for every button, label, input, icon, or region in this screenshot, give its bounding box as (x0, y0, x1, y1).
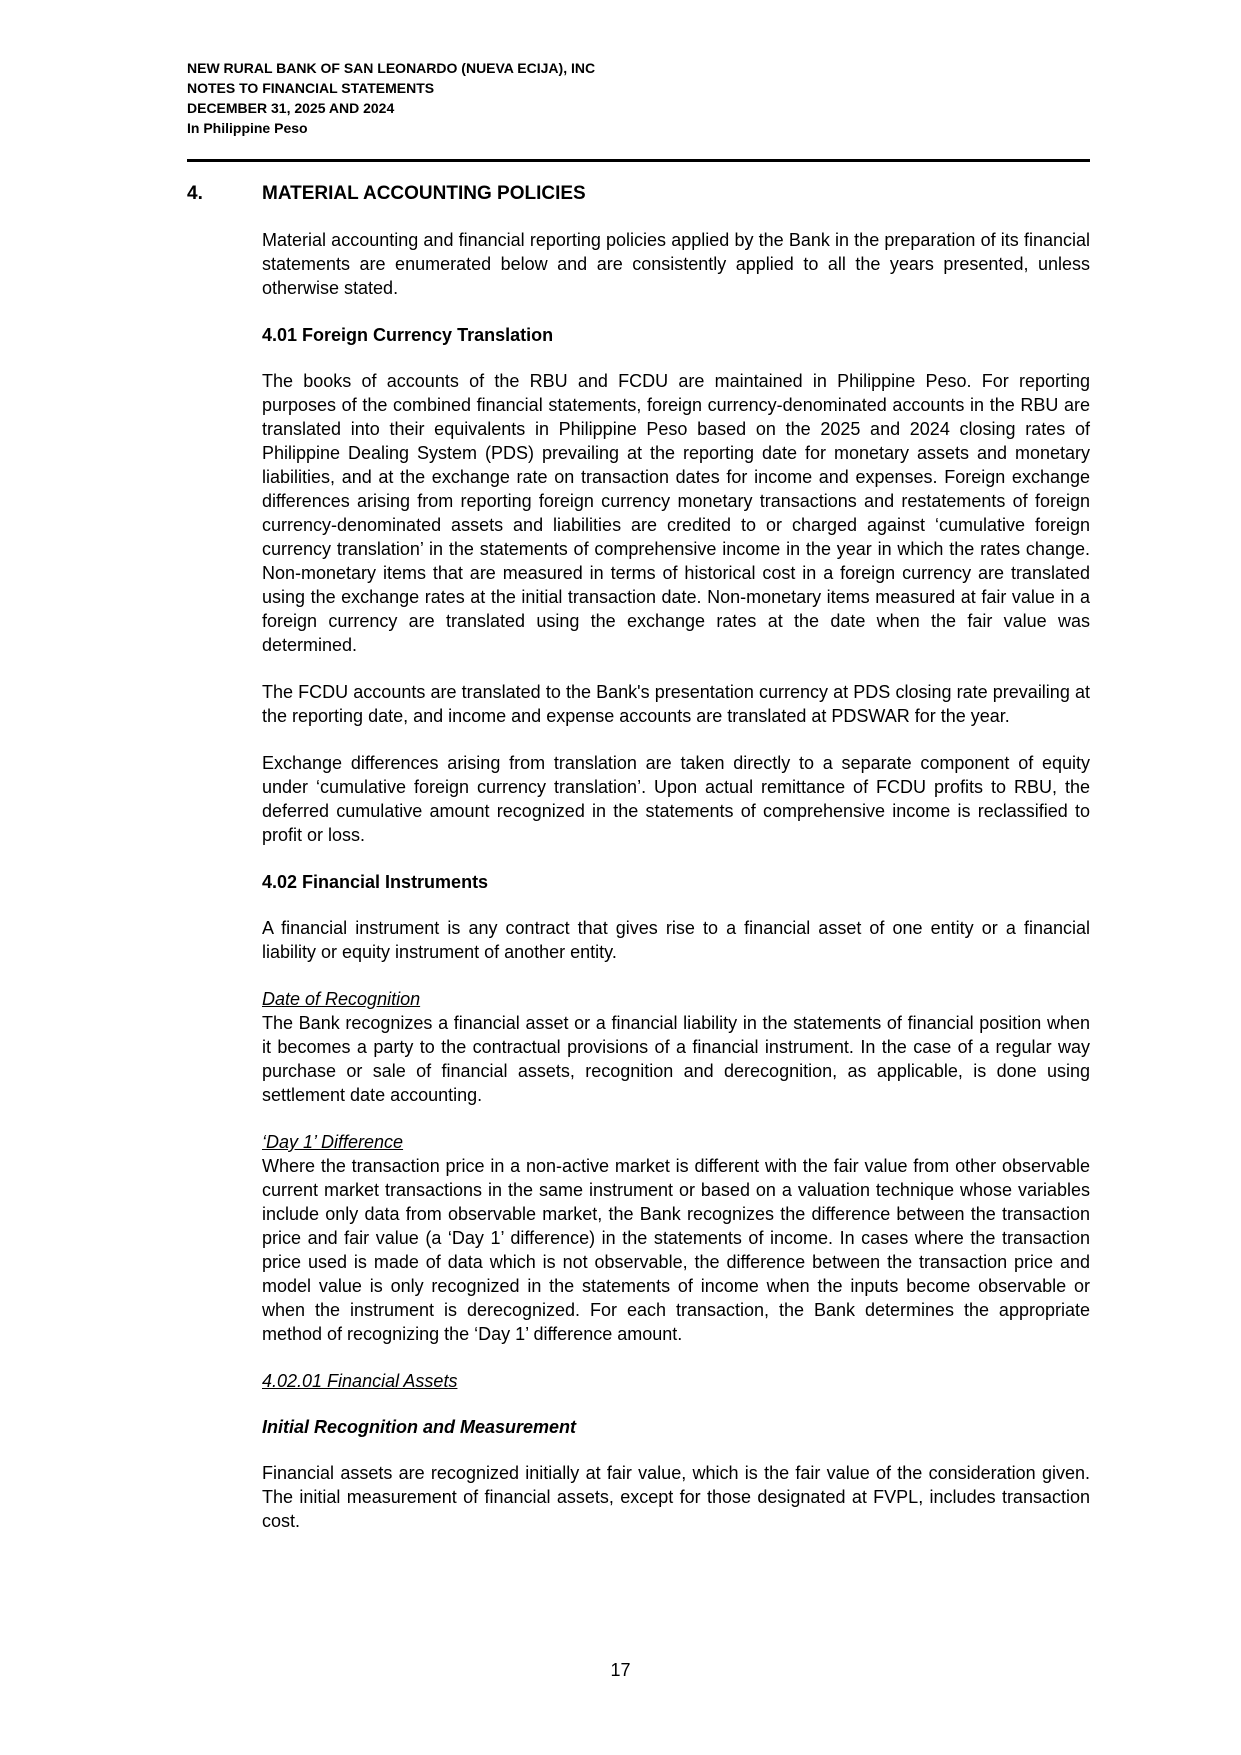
paragraph-4-02-definition: A financial instrument is any contract that gives rise to a financial asset of one entity or a financial liability or equity instrument of another entity. (262, 918, 1090, 962)
section-body (262, 182, 1090, 1556)
paragraph-4-01-fcdu: The FCDU accounts are translated to the Bank's presentation currency at PDS closing rate prevailing at the reporting date, and income and expense accounts are translated at PDSWAR for the year. (262, 682, 1090, 726)
subsection-title-4-02: 4.02 Financial Instruments (262, 872, 489, 892)
section-intro-paragraph: Material accounting and financial reporting policies applied by the Bank in the preparation of its financial statements are enumerated below and are consistently applied to all the years presented, unless otherwise stated. (262, 230, 1090, 298)
header-divider (187, 159, 1090, 162)
paragraph-initial-recognition: Financial assets are recognized initially at fair value, which is the fair value of the consideration given. The initial measurement of financial assets, except for those designated at FVPL, includes transaction cost. (262, 1463, 1090, 1531)
section-title: MATERIAL ACCOUNTING POLICIES (262, 183, 586, 204)
paragraph-4-01-books: The books of accounts of the RBU and FCDU are maintained in Philippine Peso. For reporting purposes of the combined financial statements, foreign currency-denominated accounts in the RBU are translated into their equivalents in Philippine Peso based on the 2025 and 2024 closing rates of Philippine Dealing System (PDS) prevailing at the reporting date for monetary assets and monetary liabilities, and at the exchange rate on transaction dates for income and expenses. Foreign exchange differences arising from reporting foreign currency monetary transactions and restatements of foreign currency-denominated assets and liabilities are credited to or charged against ‘cumulative foreign currency translation’ in the statements of comprehensive income in the year in which the rates change. Non-monetary items that are measured in terms of historical cost in a foreign currency are translated using the exchange rates at the initial transaction date. Non-monetary items measured at fair value in a foreign currency are translated using the exchange rates at the date when the fair value was determined. (262, 371, 1090, 655)
paragraph-day1-difference: Where the transaction price in a non-active market is different with the fair value from other observable current market transactions in the same instrument or based on a valuation technique whose variables include only data from observable market, the Bank recognizes the difference between the transaction price and fair value (a ‘Day 1’ difference) in the statements of income. In cases where the transaction price used is made of data which is not observable, the difference between the transaction price and model value is only recognized in the statements of income when the inputs become observable or when the instrument is derecognized. For each transaction, the Bank determines the appropriate method of recognizing the ‘Day 1’ difference amount. (262, 1156, 1090, 1344)
header-currency: In Philippine Peso (187, 120, 308, 136)
heading-date-of-recognition: Date of Recognition (262, 989, 421, 1009)
section-number: 4. (187, 183, 203, 204)
document-header (187, 58, 595, 138)
subsection-title-4-01: 4.01 Foreign Currency Translation (262, 325, 554, 345)
heading-initial-recognition: Initial Recognition and Measurement (262, 1417, 577, 1437)
header-company-name: NEW RURAL BANK OF SAN LEONARDO (NUEVA ECIJA), INC (187, 60, 596, 76)
heading-financial-assets: 4.02.01 Financial Assets (262, 1371, 458, 1391)
header-period: DECEMBER 31, 2025 AND 2024 (187, 100, 395, 116)
paragraph-date-of-recognition: The Bank recognizes a financial asset or a financial liability in the statements of financial position when it becomes a party to the contractual provisions of a financial instrument. In the case of a regular way purchase or sale of financial assets, recognition and derecognition, as applicable, is done using settlement date accounting. (262, 1013, 1090, 1105)
header-document-title: NOTES TO FINANCIAL STATEMENTS (187, 80, 435, 96)
page-number: 17 (610, 1660, 631, 1680)
heading-day1-difference: ‘Day 1’ Difference (262, 1132, 404, 1152)
paragraph-4-01-exchange: Exchange differences arising from translation are taken directly to a separate component of equity under ‘cumulative foreign currency translation’. Upon actual remittance of FCDU profits to RBU, the deferred cumulative amount recognized in the statements of comprehensive income is reclassified to profit or loss. (262, 753, 1090, 845)
